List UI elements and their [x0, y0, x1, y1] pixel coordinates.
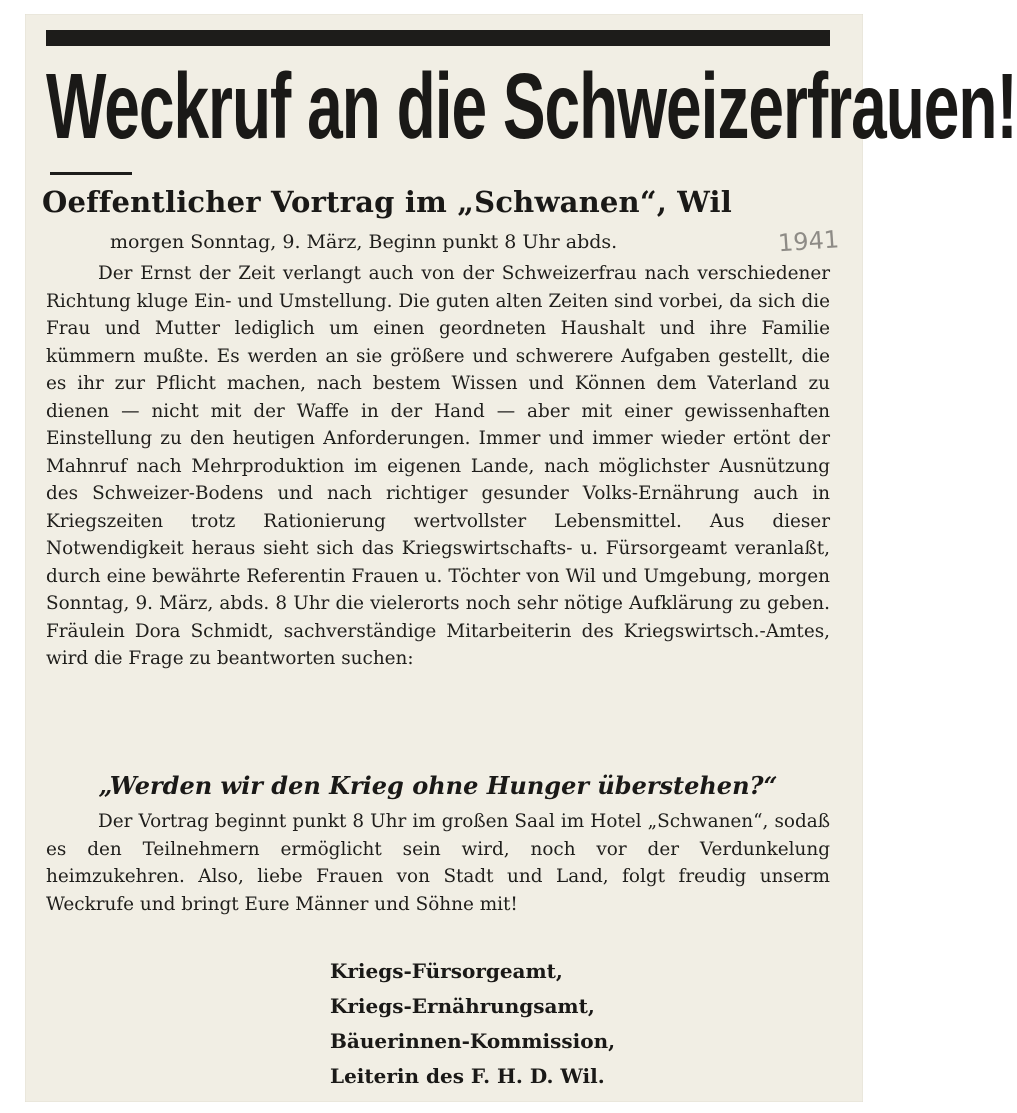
body-paragraph-2: Der Vortrag beginnt punkt 8 Uhr im großen Saal im Hotel „Schwanen“, sodaß es den Teilnehmern ermöglicht sein wird, noch vor der Verdunkelung heimzukehren. Also, liebe Frauen von Stadt und Land, folgt freudig unserm Weckrufe und bringt Eure Männer und Söhne mit!	[46, 811, 830, 915]
signature-line: Kriegs-Fürsorgeamt,	[330, 959, 563, 983]
subheadline-rule	[50, 172, 132, 175]
lecture-question: „Werden wir den Krieg ohne Hunger überstehen?“	[98, 771, 778, 800]
subheadline: Oeffentlicher Vortrag im „Schwanen“, Wil	[42, 185, 732, 219]
signature-line: Leiterin des F. H. D. Wil.	[330, 1064, 605, 1088]
dateline: morgen Sonntag, 9. März, Beginn punkt 8 Uhr abds.	[110, 231, 618, 253]
signature-line: Bäuerinnen-Kommission,	[330, 1029, 616, 1053]
signature-block	[330, 954, 790, 1094]
signature-line: Kriegs-Ernährungsamt,	[330, 994, 595, 1018]
headline: Weckruf an die Schweizerfrauen!	[46, 53, 1017, 159]
handwritten-year-note: 1941	[777, 225, 840, 258]
body-paragraph-1: Der Ernst der Zeit verlangt auch von der Schweizerfrau nach verschiedener Richtung kluge Ein- und Umstellung. Die guten alten Zeiten sind vorbei, da sich die Frau und Mutter lediglich um einen geordneten Haushalt und ihre Familie kümmern mußte. Es werden an sie größere und schwerere Aufgaben gestellt, die es ihr zur Pflicht machen, nach bestem Wissen und Können dem Vaterland zu dienen — nicht mit der Waffe in der Hand — aber mit einer gewissenhaften Einstellung zu den heutigen Anforderungen. Immer und immer wieder ertönt der Mahnruf nach Mehrproduktion im eigenen Lande, nach möglichster Ausnützung des Schweizer-Bodens und nach richtiger gesunder Volks-Ernährung auch in Kriegszeiten trotz Rationierung wertvollster Lebensmittel. Aus dieser Notwendigkeit heraus sieht sich das Kriegswirtschafts- u. Fürsorgeamt veranlaßt, durch eine bewährte Referentin Frauen u. Töchter von Wil und Umgebung, morgen Sonntag, 9. März, abds. 8 Uhr die vielerorts noch sehr nötige Aufklärung zu geben. Fräulein Dora Schmidt, sachverständige Mitarbeiterin des Kriegswirtsch.-Amtes, wird die Frage zu beantworten suchen:	[46, 263, 830, 669]
